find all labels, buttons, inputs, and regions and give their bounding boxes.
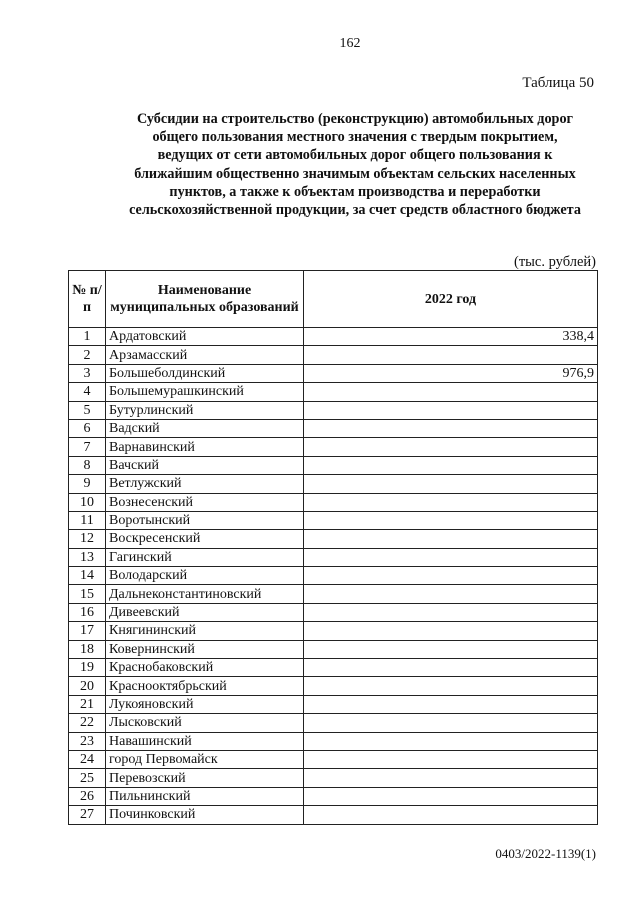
row-number: 13	[69, 548, 106, 566]
header-num: № п/п	[69, 271, 106, 328]
table-row	[69, 603, 598, 621]
municipality-name: Воскресенский	[106, 530, 304, 548]
row-number: 20	[69, 677, 106, 695]
table-row	[69, 787, 598, 805]
row-number: 22	[69, 714, 106, 732]
municipality-name: Краснобаковский	[106, 659, 304, 677]
row-number: 7	[69, 438, 106, 456]
amount-value	[304, 732, 598, 750]
amount-value	[304, 530, 598, 548]
table-row	[69, 806, 598, 824]
header-year: 2022 год	[304, 271, 598, 328]
table-row	[69, 401, 598, 419]
municipality-name: Починковский	[106, 806, 304, 824]
amount-value	[304, 622, 598, 640]
row-number: 12	[69, 530, 106, 548]
document-code: 0403/2022-1139(1)	[495, 846, 596, 861]
title-line: пунктов, а также к объектам производства и переработки	[169, 183, 541, 200]
table-body	[69, 328, 598, 825]
table-row	[69, 714, 598, 732]
amount-value	[304, 603, 598, 621]
municipality-name: Бутурлинский	[106, 401, 304, 419]
title-line: сельскохозяйственной продукции, за счет средств областного бюджета	[129, 202, 581, 219]
municipality-name: Перевозский	[106, 769, 304, 787]
municipality-name: город Первомайск	[106, 750, 304, 768]
row-number: 8	[69, 456, 106, 474]
amount-value	[304, 419, 598, 437]
amount-value: 976,9	[304, 364, 598, 382]
title-line: общего пользования местного значения с твердым покрытием,	[152, 129, 558, 146]
municipality-name: Дальнеконстантиновский	[106, 585, 304, 603]
municipality-name: Лукояновский	[106, 695, 304, 713]
title-line: ведущих от сети автомобильных дорог общего пользования к	[157, 147, 553, 164]
row-number: 3	[69, 364, 106, 382]
municipality-name: Ардатовский	[106, 328, 304, 346]
amount-value	[304, 475, 598, 493]
municipality-name: Ковернинский	[106, 640, 304, 658]
row-number: 11	[69, 511, 106, 529]
amount-value	[304, 567, 598, 585]
row-number: 5	[69, 401, 106, 419]
table-row	[69, 530, 598, 548]
title-line: ближайшим общественно значимым объектам сельских населенных	[134, 165, 576, 182]
amount-value	[304, 659, 598, 677]
row-number: 27	[69, 806, 106, 824]
amount-value	[304, 750, 598, 768]
subsidy-table	[68, 270, 598, 825]
table-row	[69, 438, 598, 456]
row-number: 14	[69, 567, 106, 585]
table-row	[69, 622, 598, 640]
municipality-name: Вознесенский	[106, 493, 304, 511]
units-label: (тыс. рублей)	[514, 254, 596, 270]
municipality-name: Большеболдинский	[106, 364, 304, 382]
municipality-name: Гагинский	[106, 548, 304, 566]
municipality-name: Большемурашкинский	[106, 383, 304, 401]
amount-value	[304, 695, 598, 713]
table-row	[69, 750, 598, 768]
table-header-row	[69, 271, 598, 328]
municipality-name: Воротынский	[106, 511, 304, 529]
table-row	[69, 640, 598, 658]
amount-value	[304, 769, 598, 787]
amount-value	[304, 456, 598, 474]
row-number: 6	[69, 419, 106, 437]
amount-value	[304, 787, 598, 805]
table-row	[69, 585, 598, 603]
table-row	[69, 493, 598, 511]
row-number: 16	[69, 603, 106, 621]
table-row	[69, 732, 598, 750]
municipality-name: Княгининский	[106, 622, 304, 640]
row-number: 24	[69, 750, 106, 768]
amount-value	[304, 585, 598, 603]
row-number: 19	[69, 659, 106, 677]
table-row	[69, 659, 598, 677]
table-row	[69, 567, 598, 585]
row-number: 9	[69, 475, 106, 493]
municipality-name: Пильнинский	[106, 787, 304, 805]
municipality-name: Краснооктябрьский	[106, 677, 304, 695]
row-number: 1	[69, 328, 106, 346]
row-number: 26	[69, 787, 106, 805]
table-row	[69, 769, 598, 787]
municipality-name: Вадский	[106, 419, 304, 437]
row-number: 18	[69, 640, 106, 658]
table-row	[69, 511, 598, 529]
row-number: 23	[69, 732, 106, 750]
row-number: 15	[69, 585, 106, 603]
amount-value	[304, 401, 598, 419]
amount-value	[304, 806, 598, 824]
row-number: 2	[69, 346, 106, 364]
table-row	[69, 677, 598, 695]
row-number: 4	[69, 383, 106, 401]
table-row	[69, 695, 598, 713]
table-row	[69, 419, 598, 437]
municipality-name: Володарский	[106, 567, 304, 585]
amount-value	[304, 511, 598, 529]
table-row	[69, 346, 598, 364]
row-number: 17	[69, 622, 106, 640]
municipality-name: Вачский	[106, 456, 304, 474]
municipality-name: Ветлужский	[106, 475, 304, 493]
table-row	[69, 383, 598, 401]
table-label: Таблица 50	[522, 75, 594, 91]
page-number: 162	[339, 36, 361, 51]
document-title	[95, 110, 615, 219]
row-number: 21	[69, 695, 106, 713]
row-number: 25	[69, 769, 106, 787]
table-row	[69, 328, 598, 346]
header-name: Наименование муниципальных образований	[106, 271, 304, 328]
table-row	[69, 364, 598, 382]
amount-value	[304, 677, 598, 695]
amount-value	[304, 714, 598, 732]
table-row	[69, 456, 598, 474]
municipality-name: Навашинский	[106, 732, 304, 750]
amount-value	[304, 438, 598, 456]
title-line: Субсидии на строительство (реконструкцию) автомобильных дорог	[137, 111, 573, 127]
amount-value	[304, 640, 598, 658]
municipality-name: Дивеевский	[106, 603, 304, 621]
amount-value: 338,4	[304, 328, 598, 346]
amount-value	[304, 383, 598, 401]
row-number: 10	[69, 493, 106, 511]
municipality-name: Арзамасский	[106, 346, 304, 364]
table-row	[69, 475, 598, 493]
municipality-name: Варнавинский	[106, 438, 304, 456]
municipality-name: Лысковский	[106, 714, 304, 732]
amount-value	[304, 493, 598, 511]
amount-value	[304, 548, 598, 566]
table-row	[69, 548, 598, 566]
amount-value	[304, 346, 598, 364]
